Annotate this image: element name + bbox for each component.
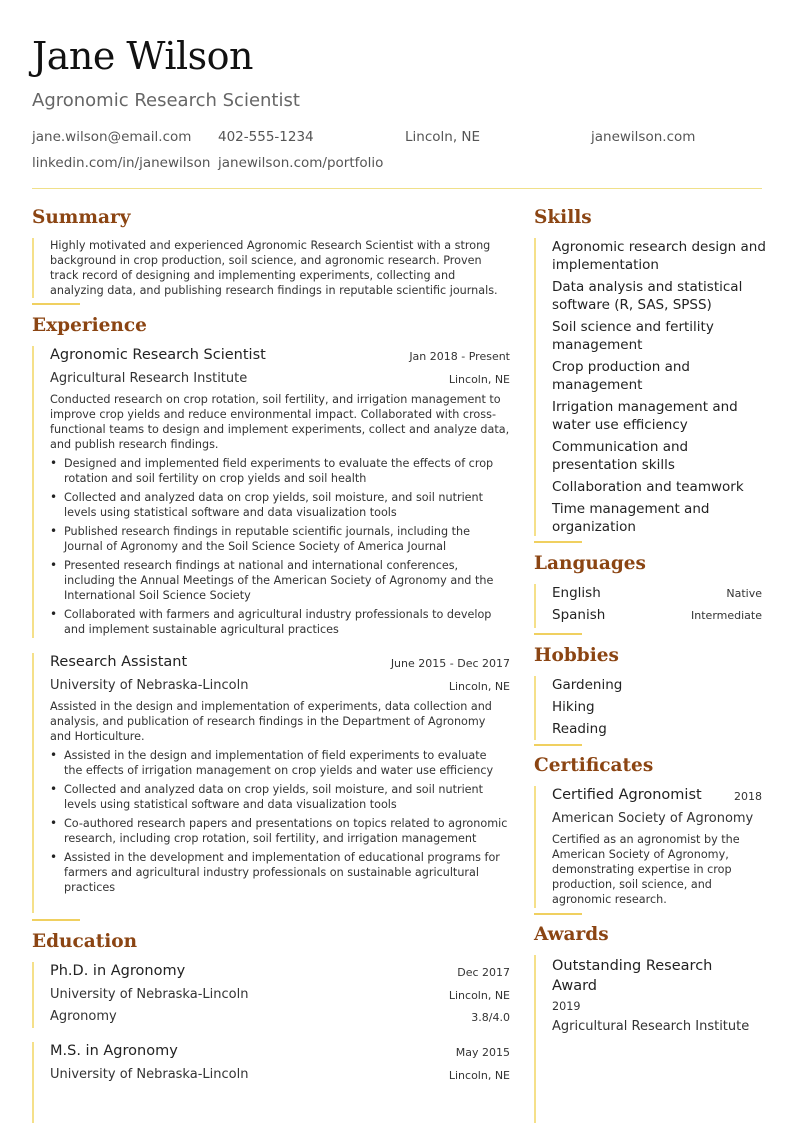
candidate-name: Jane Wilson: [32, 34, 253, 78]
hobbies-rule: [534, 744, 582, 746]
hobbies-bar: [534, 676, 536, 740]
awards-bar: [534, 955, 536, 1123]
portfolio-link[interactable]: janewilson.com/portfolio: [218, 155, 384, 171]
language-name: Spanish: [552, 607, 606, 623]
edu-2-school: University of Nebraska-Lincoln: [50, 1067, 249, 1082]
list-item: • Collected and analyzed data on crop yields, soil moisture, and soil nutrient levels using statistical software and data visualization tools: [50, 490, 498, 520]
summary-heading: Summary: [32, 207, 131, 228]
list-item: • Presented research findings at national and international conferences, including the Annual Meetings of the American Society of Agronomy and the International Soil Science Society: [50, 558, 498, 603]
job-1-location: Lincoln, NE: [448, 373, 510, 386]
skill-item: Agronomic research design and implementation: [552, 239, 766, 273]
list-item: • Published research findings in reputable scientific journals, including the Journal of Agronomy and the Soil Science Society of America Journal: [50, 524, 498, 554]
skill-item: Soil science and fertility management: [552, 319, 714, 353]
award-org: Agricultural Research Institute: [552, 1019, 750, 1034]
job-1-bullets: [50, 456, 498, 641]
edu-1-degree: Ph.D. in Agronomy: [50, 963, 186, 979]
languages-bar: [534, 584, 536, 628]
languages-heading: Languages: [534, 553, 646, 574]
edu-2-date: May 2015: [455, 1046, 510, 1059]
job-1-bar: [32, 346, 34, 638]
job-2-location: Lincoln, NE: [448, 680, 510, 693]
language-name: English: [552, 585, 601, 601]
job-2-title: Research Assistant: [50, 654, 188, 670]
job-2-org: University of Nebraska-Lincoln: [50, 678, 249, 693]
hobbies-heading: Hobbies: [534, 645, 619, 666]
edu-1-field: Agronomy: [50, 1009, 117, 1024]
job-2-desc: Assisted in the design and implementation of experiments, data collection and analysis, and publication of research findings in the Department of Agronomy and Horticulture.: [50, 700, 492, 743]
list-item: • Designed and implemented field experiments to evaluate the effects of crop rotation and soil fertility on crop yields and soil health: [50, 456, 498, 486]
certificates-bar: [534, 786, 536, 908]
edu-1-location: Lincoln, NE: [448, 989, 510, 1002]
skill-item: Irrigation management and water use efficiency: [552, 399, 738, 433]
job-2-bar: [32, 653, 34, 913]
skill-item: Data analysis and statistical software (R, SAS, SPSS): [552, 279, 743, 313]
job-2-bullets: [50, 748, 508, 899]
header-divider: [32, 188, 762, 189]
website-link[interactable]: janewilson.com: [591, 129, 696, 145]
email-link[interactable]: jane.wilson@email.com: [32, 129, 192, 145]
experience-heading: Experience: [32, 315, 147, 336]
edu-1-gpa: 3.8/4.0: [471, 1011, 510, 1024]
job-1-desc: Conducted research on crop rotation, soil fertility, and irrigation management to improve crop yields and reduce environmental impact. Collaborated with cross-functional teams to design and implement experiments, collect and analyze data, and publish research findings.: [50, 393, 510, 451]
list-item: • Co-authored research papers and presentations on topics related to agronomic research, including crop rotation, soil fertility, and irrigation management: [50, 816, 508, 846]
certificates-heading: Certificates: [534, 755, 654, 776]
candidate-title: Agronomic Research Scientist: [32, 90, 300, 111]
experience-rule: [32, 919, 80, 921]
job-2-dates: June 2015 - Dec 2017: [390, 657, 510, 670]
summary-rule: [32, 303, 80, 305]
job-1-dates: Jan 2018 - Present: [409, 350, 510, 363]
certificate-year: 2018: [734, 790, 762, 803]
language-level: Intermediate: [691, 609, 762, 622]
skill-item: Communication and presentation skills: [552, 439, 689, 473]
skill-item: Time management and organization: [552, 501, 710, 535]
award-year: 2019: [552, 1000, 581, 1013]
list-item: • Collaborated with farmers and agricultural industry professionals to develop and implement sustainable agricultural practices: [50, 607, 498, 637]
edu-2-location: Lincoln, NE: [448, 1069, 510, 1082]
job-1-org: Agricultural Research Institute: [50, 371, 248, 386]
certificate-org: American Society of Agronomy: [552, 811, 754, 826]
edu-2-degree: M.S. in Agronomy: [50, 1043, 178, 1059]
skills-heading: Skills: [534, 207, 592, 228]
hobby-item: Hiking: [552, 699, 595, 715]
hobby-item: Gardening: [552, 677, 623, 693]
hobby-item: Reading: [552, 721, 607, 737]
summary-bar: [32, 238, 34, 298]
edu-1-bar: [32, 962, 34, 1028]
job-1-title: Agronomic Research Scientist: [50, 347, 266, 363]
languages-rule: [534, 633, 582, 635]
linkedin-link[interactable]: linkedin.com/in/janewilson: [32, 155, 211, 171]
certificates-rule: [534, 913, 582, 915]
list-item: • Assisted in the development and implementation of educational programs for farmers and agricultural industry professionals on sustainable agricultural practices: [50, 850, 508, 895]
phone-text: 402-555-1234: [218, 129, 314, 145]
certificate-desc: Certified as an agronomist by the American Society of Agronomy, demonstrating expertise in crop production, soil science, and agronomic research.: [552, 833, 740, 906]
summary-text: Highly motivated and experienced Agronomic Research Scientist with a strong background in crop production, soil science, and agronomic research. Proven track record of designing and implementing experiments, collecting and analyzing data, and publishing research findings in reputable scientific journals.: [50, 239, 498, 297]
list-item: • Assisted in the design and implementation of field experiments to evaluate the effects of irrigation management on crop yields and water use efficiency: [50, 748, 508, 778]
language-level: Native: [726, 587, 762, 600]
skills-rule: [534, 541, 582, 543]
awards-heading: Awards: [534, 924, 609, 945]
certificate-name: Certified Agronomist: [552, 787, 702, 803]
edu-1-school: University of Nebraska-Lincoln: [50, 987, 249, 1002]
award-name: Outstanding Research Award: [552, 958, 713, 994]
list-item: • Collected and analyzed data on crop yields, soil moisture, and soil nutrient levels using statistical software and data visualization tools: [50, 782, 508, 812]
edu-2-bar: [32, 1042, 34, 1123]
skill-item: Crop production and management: [552, 359, 690, 393]
skill-item: Collaboration and teamwork: [552, 479, 744, 495]
education-heading: Education: [32, 931, 138, 952]
location-text: Lincoln, NE: [405, 129, 481, 145]
skills-bar: [534, 238, 536, 536]
edu-1-date: Dec 2017: [457, 966, 510, 979]
